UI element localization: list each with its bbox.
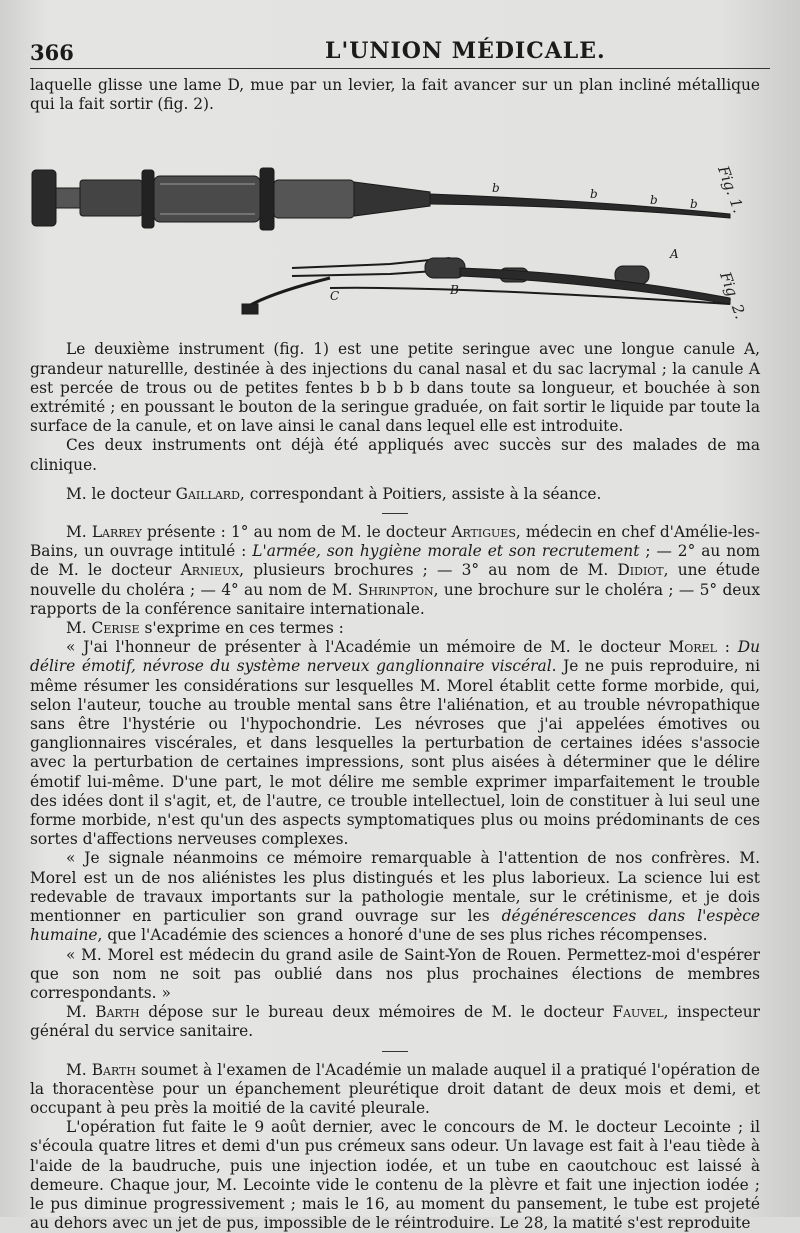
- text-segment: M.: [66, 619, 92, 638]
- paragraph-barth-patient: [30, 1061, 760, 1119]
- svg-text:b: b: [590, 187, 598, 202]
- text-segment: , plusieurs brochures ; — 3° au nom de M.: [239, 561, 618, 580]
- spacer: [30, 475, 760, 485]
- intro-paragraph: laquelle glisse une lame D, mue par un levier, la fait avancer sur un plan incliné métallique qui la fait sortir (fig. 2).: [30, 76, 760, 114]
- section-separator: [382, 1051, 408, 1052]
- text-segment: , inspecteur général du service sanitaire.: [30, 1003, 760, 1041]
- figure-1-label: Fig. 1.: [714, 163, 748, 216]
- figure-2-label: Fig. 2.: [716, 269, 750, 322]
- text-segment: s'exprime en ces termes :: [139, 619, 344, 638]
- article-body: [30, 76, 760, 1233]
- text-segment: , que l'Académie des sciences a honoré d'une de ses plus riches récompenses.: [97, 926, 708, 945]
- svg-text:b: b: [690, 197, 698, 212]
- text-segment: M. le docteur: [66, 484, 176, 503]
- person-name: Shrinpton: [357, 580, 434, 599]
- instrument-figure: [30, 118, 760, 330]
- text-segment: M.: [66, 523, 92, 542]
- running-head: L'UNION MÉDICALE.: [325, 38, 606, 64]
- text-segment: :: [716, 638, 738, 657]
- svg-text:B: B: [450, 283, 459, 298]
- memoir-title: Du délire émotif, névrose du système nerveux ganglionnaire viscéral: [30, 638, 760, 676]
- paragraph-cerise: [30, 619, 760, 638]
- paragraph-operation: L'opération fut faite le 9 août dernier, avec le concours de M. le docteur Lecointe ; il s'écoula quatre litres et demi d'un pus crémeux sans odeur. Un lavage est fait à l'eau tiède à l'aide de la baudruche, puis une injection iodée, et un tube en caoutchouc est laissé à demeure. Chaque jour, M. Lecointe vide le contenu de la plèvre et fait une injection iodée ; le pus diminue progressivement ; mais le 16, au moment du pansement, le tube est projeté au dehors avec un jet de pus, impossible de le réintroduire. Le 28, la matité s'est reproduite: [30, 1118, 760, 1233]
- text-segment: présente : 1° au nom de M. le docteur: [141, 523, 452, 542]
- text-segment: , médecin en chef d'Amélie-les-Bains, un ouvrage intitulé :: [30, 523, 761, 561]
- paragraph-instrument-description: Le deuxième instrument (fig. 1) est une petite seringue avec une longue canule A, grandeur naturellle, destinée à des injections du canal nasal et du sac lacrymal ; la canule A est percée de trous ou de petites fentes b b b b dans toute sa longueur, et bouchée à son extrémité ; en poussant le bouton de la seringue graduée, on fait sortir le liquide par toute la surface de la canule, et on lave ainsi le canal dans lequel elle est introduite.: [30, 340, 760, 436]
- text-segment: « Je signale néanmoins ce mémoire remarquable à l'attention de nos confrères. M. Morel est un de nos aliénistes les plus distingués et les plus laborieux. La science lui est redevable de travaux importants sur la pathologie mentale, sur le crétinisme, et je dois mentionner en particulier son grand ouvrage sur les: [30, 849, 760, 926]
- text-segment: M.: [66, 1003, 96, 1022]
- svg-text:C: C: [330, 289, 340, 304]
- syringe-illustration: [30, 118, 760, 330]
- person-name: Gaillard: [175, 484, 240, 503]
- svg-text:b: b: [492, 181, 500, 196]
- text-segment: , une brochure sur le choléra ; — 5° deux rapports de la conférence sanitaire internationale.: [30, 580, 760, 618]
- text-segment: M.: [66, 1060, 92, 1079]
- person-name: Arnieux: [180, 561, 240, 580]
- text-segment: « J'ai l'honneur de présenter à l'Académie un mémoire de M. le docteur: [66, 638, 669, 657]
- person-name: Artigues: [451, 523, 516, 542]
- person-name: Fauvel: [612, 1003, 664, 1022]
- paragraph-larrey: [30, 523, 760, 619]
- person-name: Larrey: [91, 523, 142, 542]
- person-name: Barth: [91, 1060, 136, 1079]
- person-name: Morel: [668, 638, 717, 657]
- text-segment: ; — 2° au nom de M. le docteur: [30, 542, 760, 580]
- paragraph-morel-memoir: [30, 638, 760, 849]
- work-title: dégénérescences dans l'espèce humaine: [30, 907, 760, 945]
- section-separator: [382, 513, 408, 514]
- text-segment: . Je ne puis reproduire, ni même résumer les considérations sur lesquelles M. Morel établit cette forme morbide, qui, selon l'auteur, touche au trouble mental sans être l'aliénation, et au trouble névropathique sans être l'hystérie ou l'hypochondrie. Les névroses que j'ai appelées émotives ou ganglionnaires viscérales, et dans lesquelles la perturbation de certaines idées s'associe avec la perturbation de certaines impressions, sont plus aisées à déterminer que le délire émotif lui-même. D'une part, le mot délire me semble exprimer imparfaitement le trouble des idées dont il s'agit, et, de l'autre, ce trouble intellectuel, loin de constituer à lui seul une forme morbide, n'est qu'un des aspects symptomatiques plus ou moins prédominants de ces sortes d'affections nerveuses complexes.: [30, 657, 760, 849]
- header-rule: [30, 68, 770, 69]
- book-title: L'armée, son hygiène morale et son recrutement: [252, 542, 640, 561]
- text-segment: soumet à l'examen de l'Académie un malade auquel il a pratiqué l'opération de la thoracentèse pour un épanchement pleurétique droit datant de deux mois et demi, et occupant à peu près la moitié de la cavité pleurale.: [30, 1060, 760, 1117]
- page-header: [30, 36, 770, 70]
- paragraph-instruments-applied: Ces deux instruments ont déjà été appliqués avec succès sur des malades de ma clinique.: [30, 436, 760, 474]
- text-segment: , une étude nouvelle du choléra ; — 4° au nom de M.: [30, 561, 761, 599]
- svg-text:b: b: [650, 193, 658, 208]
- paragraph-gaillard: [30, 485, 760, 504]
- person-name: Didiot: [617, 561, 664, 580]
- paragraph-barth-deposit: [30, 1003, 760, 1041]
- svg-text:A: A: [670, 247, 679, 262]
- paragraph-morel-praise: [30, 849, 760, 945]
- person-name: Cerise: [91, 619, 140, 638]
- paragraph-morel-election: « M. Morel est médecin du grand asile de Saint-Yon de Rouen. Permettez-moi d'espérer que son nom ne soit pas oublié dans nos plus prochaines élections de membres correspondants. »: [30, 945, 760, 1002]
- person-name: Barth: [95, 1003, 140, 1022]
- page-number: 366: [30, 40, 74, 65]
- text-segment: dépose sur le bureau deux mémoires de M. le docteur: [139, 1003, 613, 1022]
- text-segment: , correspondant à Poitiers, assiste à la séance.: [239, 484, 602, 503]
